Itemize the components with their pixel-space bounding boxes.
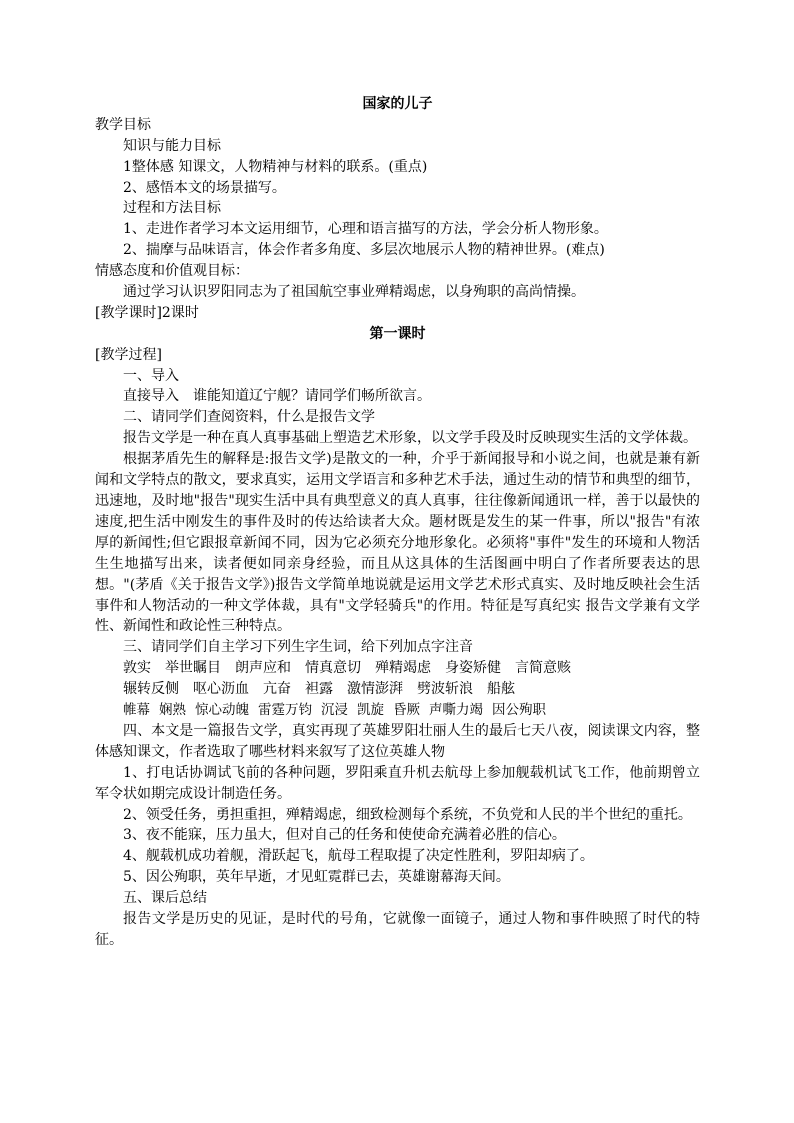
document-title: 国家的儿子 <box>362 96 433 112</box>
knowledge-item: 2、感悟本文的场景描写。 <box>123 179 286 196</box>
knowledge-heading: 知识与能力目标 <box>123 137 221 154</box>
step4-item: 2、领受任务，勇担重担，殚精竭虑，细致检测每个系统，不负党和人民的半个世纪的重托。 <box>123 806 692 823</box>
vocab-word: 言简意赅 <box>515 660 571 677</box>
vocab-word: 因公殉职 <box>492 702 546 719</box>
step2-paragraph: 根据茅盾先生的解释是:报告文学)是散文的一种，介乎于新闻报导和小说之间，也就是兼有新闻和文学特点的散文，要求真实，运用文学语言和多种艺术手法，通过生动的情节和典型的细节，迅速地，及时地"报告"现实生活中具有典型意义的真人真事，往往像新闻通讯一样，善于以最快的速度,把生活中刚发生的事件及时的传达给读者大众。题材既是发生的某一件事，所以"报告"有浓厚的新闻性;但它跟报章新闻不同，因为它必须充分地形象化。必须将"事件"发生的环境和人物活生生地描写出来，读者便如同亲身经验，而且从这具体的生活图画中明白了作者所要表达的思想。"(茅盾《关于报告文学》)报告文学简单地说就是运用文学艺术形式真实、及时地反映社会生活事件和人物活动的一种文学体裁，具有"文学轻骑兵"的作用。特征是写真纪实 报告文学兼有文学性、新闻性和政论性三种特点。 <box>95 451 700 635</box>
step2-heading: 二、请同学们查阅资料，什么是报告文学 <box>123 409 375 426</box>
vocab-row <box>95 679 700 700</box>
vocab-word: 雷霆万钧 <box>258 702 312 719</box>
document-page <box>95 94 700 951</box>
vocab-row <box>95 700 700 721</box>
step4-item: 4、舰载机成功着舰，滑跃起飞，航母工程取提了决定性胜利，罗阳却病了。 <box>123 848 594 865</box>
step1-text: 直接导入 谁能知道辽宁舰？请同学们畅所欲言。 <box>123 388 431 405</box>
vocab-word: 惊心动魄 <box>195 702 249 719</box>
process-label: [教学过程] <box>95 346 162 363</box>
process-objective-item: 1、走进作者学习本文运用细节，心理和语言描写的方法，学会分析人物形象。 <box>123 221 608 238</box>
emotion-heading: 情感态度和价值观目标： <box>95 263 249 280</box>
vocab-word: 呕心沥血 <box>193 681 249 698</box>
step2-paragraph: 报告文学是一种在真人真事基础上塑造艺术形象，以文学手段及时反映现实生活的文学体裁。 <box>123 430 697 447</box>
vocab-word: 劈波斩浪 <box>417 681 473 698</box>
process-objective-heading: 过程和方法目标 <box>123 200 221 217</box>
vocab-word: 凯旋 <box>357 702 384 719</box>
vocab-word: 身姿矫健 <box>445 660 501 677</box>
vocab-row <box>95 658 700 679</box>
step4-item: 1、打电话协调试飞前的各种问题，罗阳乘直升机去航母上参加舰载机试飞工作，他前期曾立军令状如期完成设计制造任务。 <box>95 764 700 802</box>
vocab-word: 殚精竭虑 <box>375 660 431 677</box>
vocab-word: 辗转反侧 <box>123 681 179 698</box>
step4-item: 5、因公殉职，英年早逝，才见虹霓群已去，英雄谢幕海天间。 <box>123 869 510 886</box>
vocab-word: 情真意切 <box>305 660 361 677</box>
class-hours: [教学课时]2课时 <box>95 304 199 321</box>
vocab-word: 朗声应和 <box>235 660 291 677</box>
vocab-word: 亢奋 <box>263 681 291 698</box>
vocab-word: 举世瞩目 <box>165 660 221 677</box>
vocab-word: 船舷 <box>487 681 515 698</box>
vocab-word: 声嘶力竭 <box>429 702 483 719</box>
objectives-heading: 教学目标 <box>95 116 151 133</box>
step4-item: 3、夜不能寐，压力虽大，但对自己的任务和使使命充满着必胜的信心。 <box>123 827 566 844</box>
vocab-word: 沉浸 <box>321 702 348 719</box>
step3-heading: 三、请同学们自主学习下列生字生词，给下列加点字注音 <box>123 639 473 656</box>
vocab-word: 帷幕 <box>123 702 150 719</box>
vocab-word: 娴熟 <box>159 702 186 719</box>
process-objective-item: 2、揣摩与品味语言，体会作者多角度、多层次地展示人物的精神世界。(难点) <box>123 242 605 259</box>
emotion-item: 通过学习认识罗阳同志为了祖国航空事业殚精竭虑，以身殉职的高尚情操。 <box>123 284 585 301</box>
step1-heading: 一、导入 <box>123 367 179 384</box>
vocab-word: 昏厥 <box>393 702 420 719</box>
knowledge-item: 1整体感 知课文，人物精神与材料的联系。(重点) <box>123 158 428 175</box>
vocab-word: 激情澎湃 <box>347 681 403 698</box>
lesson-title: 第一课时 <box>369 325 426 342</box>
vocab-word: 袒露 <box>305 681 333 698</box>
step4-intro: 四、本文是一篇报告文学，真实再现了英雄罗阳壮丽人生的最后七天八夜，阅读课文内容，整体感知课文，作者选取了哪些材料来叙写了这位英雄人物 <box>95 722 700 760</box>
vocab-word: 敦实 <box>123 660 151 677</box>
step5-heading: 五、课后总结 <box>123 890 207 907</box>
step5-text: 报告文学是历史的见证，是时代的号角，它就像一面镜子，通过人物和事件映照了时代的特征。 <box>95 911 700 948</box>
